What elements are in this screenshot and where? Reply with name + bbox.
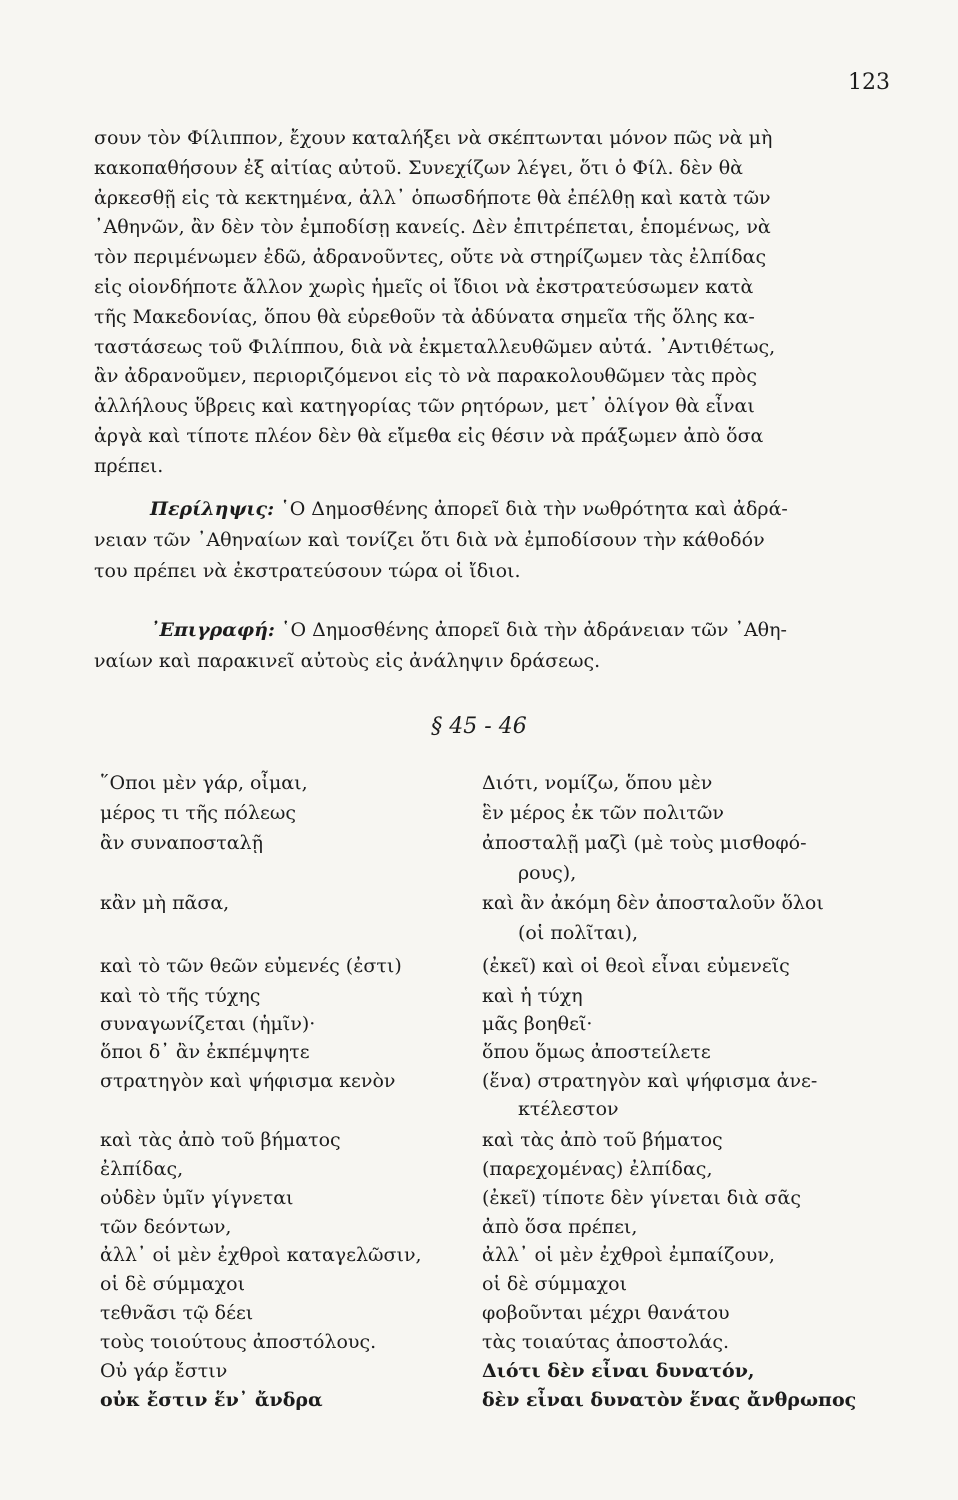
greek-line: κἂν μὴ πᾶσα,: [100, 892, 230, 914]
title-label: ᾿Επιγραφή:: [150, 619, 275, 641]
title-block: [94, 615, 906, 677]
section-heading: § 45 - 46: [431, 714, 527, 739]
prose-paragraph: [94, 124, 906, 482]
translation-line: ἓν μέρος ἐκ τῶν πολιτῶν: [482, 802, 724, 824]
greek-line: τεθνᾶσι τῷ δέει: [100, 1302, 254, 1324]
prose-line: ἀργὰ καὶ τίποτε πλέον δὲν θὰ εἴμεθα εἰς θέσιν νὰ πράξωμεν ἀπὸ ὅσα: [94, 424, 764, 447]
greek-line: συναγωνίζεται (ἡμῖν)·: [100, 1013, 316, 1035]
translation-line: καὶ τὰς ἀπὸ τοῦ βήματος: [482, 1129, 723, 1151]
greek-line: οὐκ ἔστιν ἕν᾿ ἄνδρα: [100, 1389, 323, 1411]
greek-line: ῞Οποι μὲν γάρ, οἶμαι,: [100, 772, 308, 794]
translation-line: (οἱ πολῖται),: [518, 922, 639, 944]
prose-line: πρέπει.: [94, 454, 164, 477]
translation-line: (ἕνα) στρατηγὸν καὶ ψήφισμα ἀνε-: [482, 1070, 818, 1092]
greek-line: καὶ τὸ τῶν θεῶν εὐμενές (ἐστι): [100, 955, 402, 977]
translation-line: φοβοῦνται μέχρι θανάτου: [482, 1302, 730, 1324]
prose-line: σουν τὸν Φίλιππον, ἔχουν καταλήξει νὰ σκέπτωνται μόνον πῶς νὰ μὴ: [94, 127, 773, 149]
summary-line: [94, 494, 906, 525]
greek-line: ἀλλ᾿ οἱ μὲν ἐχθροὶ καταγελῶσιν,: [100, 1244, 422, 1266]
prose-line: ἀρκεσθῇ εἰς τὰ κεκτημένα, ἀλλ᾿ ὁπωσδήποτε θὰ ἐπέλθῃ καὶ κατὰ τῶν: [94, 186, 771, 209]
greek-line: καὶ τὰς ἀπὸ τοῦ βήματος: [100, 1129, 341, 1151]
summary-label: Περίληψις:: [150, 498, 275, 520]
translation-line: ἀλλ᾿ οἱ μὲν ἐχθροὶ ἐμπαίζουν,: [482, 1244, 775, 1266]
greek-line: ἐλπίδας,: [100, 1158, 184, 1180]
translation-line: Διότι δὲν εἶναι δυνατόν,: [482, 1360, 755, 1382]
summary-text: ῾Ο Δημοσθένης ἀπορεῖ διὰ τὴν νωθρότητα καὶ ἀδρά-: [280, 498, 788, 520]
greek-line: ἂν συναποσταλῇ: [100, 832, 263, 854]
page-number: 123: [848, 70, 890, 95]
prose-line: ἀλλήλους ὕβρεις καὶ κατηγορίας τῶν ρητόρων, μετ᾿ ὀλίγον θὰ εἶναι: [94, 395, 755, 418]
translation-line: ὅπου ὅμως ἀποστείλετε: [482, 1041, 711, 1063]
translation-line: (ἐκεῖ) τίποτε δὲν γίνεται διὰ σᾶς: [482, 1187, 801, 1209]
summary-line: νειαν τῶν ᾿Αθηναίων καὶ τονίζει ὅτι διὰ νὰ ἐμποδίσουν τὴν κάθοδόν: [94, 529, 765, 551]
translation-line: κτέλεστον: [518, 1098, 619, 1120]
prose-line: ἂν ἀδρανοῦμεν, περιοριζόμενοι εἰς τὸ νὰ παρακολουθῶμεν τὰς πρὸς: [94, 365, 757, 388]
translation-line: δὲν εἶναι δυνατὸν ἕνας ἄνθρωπος: [482, 1389, 857, 1411]
title-text: ῾Ο Δημοσθένης ἀπορεῖ διὰ τὴν ἀδράνειαν τῶν ᾿Αθη-: [280, 619, 787, 641]
prose-line: ᾿Αθηνῶν, ἂν δὲν τὸν ἐμποδίσῃ κανείς. Δὲν ἐπιτρέπεται, ἑπομένως, νὰ: [94, 216, 771, 239]
greek-line: οἱ δὲ σύμμαχοι: [100, 1273, 246, 1295]
greek-line: τῶν δεόντων,: [100, 1216, 232, 1238]
prose-line: τῆς Μακεδονίας, ὅπου θὰ εὑρεθοῦν τὰ ἀδύνατα σημεῖα τῆς ὅλης κα-: [94, 305, 755, 328]
translation-line: τὰς τοιαύτας ἀποστολάς.: [482, 1331, 730, 1353]
translation-line: ρους),: [518, 862, 577, 884]
summary-block: [94, 494, 906, 587]
prose-line: τὸν περιμένωμεν ἐδῶ, ἀδρανοῦντες, οὔτε νὰ στηρίζωμεν τὰς ἐλπίδας: [94, 246, 767, 269]
translation-line: καὶ ἡ τύχη: [482, 985, 583, 1007]
greek-line: ὅποι δ᾿ ἂν ἐκπέμψητε: [100, 1041, 310, 1063]
summary-line: του πρέπει νὰ ἐκστρατεύσουν τώρα οἱ ἴδιοι.: [94, 560, 521, 582]
translation-line: Διότι, νομίζω, ὅπου μὲν: [482, 772, 713, 794]
translation-line: (ἐκεῖ) καὶ οἱ θεοὶ εἶναι εὐμενεῖς: [482, 955, 790, 977]
translation-line: (παρεχομένας) ἐλπίδας,: [482, 1158, 713, 1180]
translation-line: ἀπὸ ὅσα πρέπει,: [482, 1216, 638, 1238]
prose-line: εἰς οἱονδήποτε ἄλλον χωρὶς ἡμεῖς οἱ ἴδιοι νὰ ἐκστρατεύσωμεν κατὰ: [94, 275, 754, 298]
prose-line: ταστάσεως τοῦ Φιλίππου, διὰ νὰ ἐκμεταλλευθῶμεν αὐτά. ᾿Αντιθέτως,: [94, 335, 776, 358]
title-line: [94, 615, 906, 646]
greek-line: τοὺς τοιούτους ἀποστόλους.: [100, 1331, 377, 1353]
prose-line: κακοπαθήσουν ἐξ αἰτίας αὐτοῦ. Συνεχίζων λέγει, ὅτι ὁ Φίλ. δὲν θὰ: [94, 156, 744, 179]
translation-line: καὶ ἂν ἀκόμη δὲν ἀποσταλοῦν ὅλοι: [482, 892, 824, 914]
translation-line: οἱ δὲ σύμμαχοι: [482, 1273, 628, 1295]
translation-line: ἀποσταλῇ μαζὶ (μὲ τοὺς μισθοφό-: [482, 832, 807, 854]
greek-line: οὐδὲν ὑμῖν γίγνεται: [100, 1187, 294, 1209]
translation-line: μᾶς βοηθεῖ·: [482, 1013, 593, 1035]
title-line: ναίων καὶ παρακινεῖ αὐτοὺς εἰς ἀνάληψιν δράσεως.: [94, 650, 601, 672]
greek-line: καὶ τὸ τῆς τύχης: [100, 985, 261, 1007]
greek-line: Οὐ γάρ ἔστιν: [100, 1360, 228, 1382]
greek-line: στρατηγὸν καὶ ψήφισμα κενὸν: [100, 1070, 396, 1092]
greek-line: μέρος τι τῆς πόλεως: [100, 802, 297, 824]
